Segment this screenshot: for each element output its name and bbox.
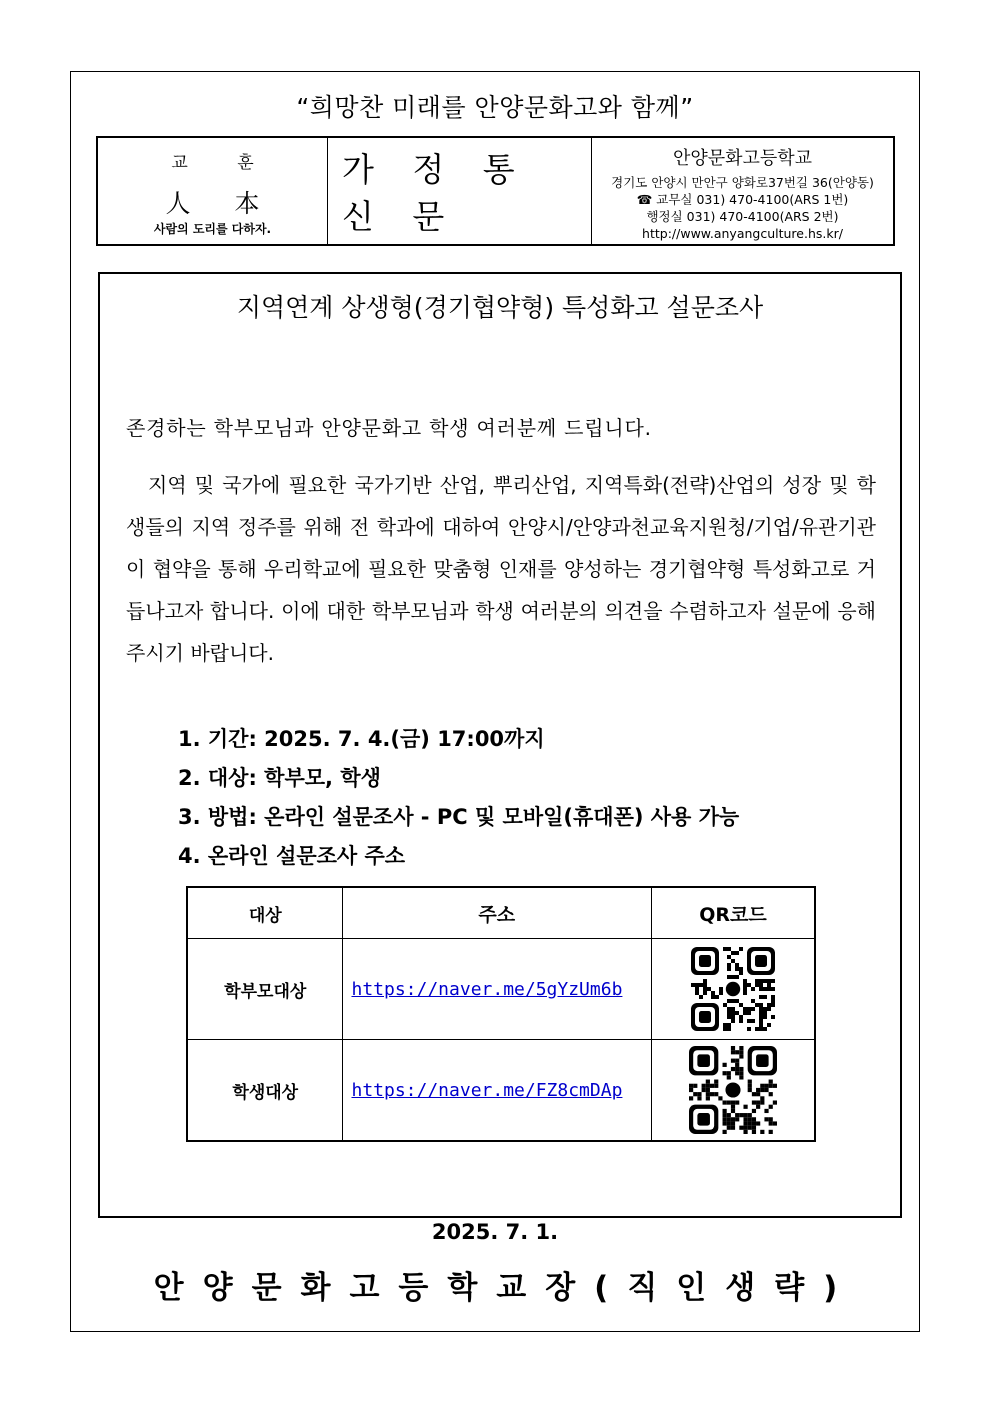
- table-row: [187, 939, 815, 1040]
- gyohun-label: 교 훈: [171, 153, 276, 173]
- list-item-target: 2. 대상: 학부모, 학생: [178, 766, 381, 790]
- gyohun-text: 人 本: [165, 189, 278, 218]
- header-qr: QR코드: [651, 887, 815, 939]
- greeting: 존경하는 학부모님과 안양문화고 학생 여러분께 드립니다.: [126, 416, 652, 440]
- survey-table: [186, 886, 816, 1142]
- parent-qr-code[interactable]: [691, 947, 775, 1031]
- issue-date: 2025. 7. 1.: [431, 1220, 559, 1244]
- survey-title: 지역연계 상생형(경기협약형) 특성화고 설문조사: [236, 293, 764, 322]
- header-address: 주소: [343, 887, 651, 939]
- row-target: 학부모대상: [187, 939, 343, 1040]
- gyohun-subtext: 사람의 도리를 다하자.: [153, 222, 272, 236]
- header-target: 대상: [187, 887, 343, 939]
- list-item-address: 4. 온라인 설문조사 주소: [178, 844, 406, 868]
- student-survey-link[interactable]: https://naver.me/FZ8cmDAp: [351, 1079, 623, 1101]
- document-title: 가 정 통 신 문: [342, 150, 529, 236]
- table-row: [187, 1040, 815, 1142]
- phone-admin: 행정실 031) 470-4100(ARS 2번): [646, 209, 839, 224]
- body-paragraph: [126, 464, 876, 674]
- document-title-cell: [328, 138, 592, 244]
- parent-survey-link[interactable]: https://naver.me/5gYzUm6b: [351, 978, 623, 1000]
- school-address: 경기도 안양시 만안구 양화로37번길 36(안양동): [611, 175, 874, 190]
- principal-signature: 안양문화고등학교장(직인생략): [153, 1270, 857, 1306]
- student-qr-code[interactable]: [689, 1046, 777, 1134]
- phone-office: ☎ 교무실 031) 470-4100(ARS 1번): [636, 192, 849, 207]
- row-target: 학생대상: [187, 1040, 343, 1142]
- content-box: [98, 272, 902, 1218]
- school-website[interactable]: http://www.anyangculture.hs.kr/: [642, 226, 843, 241]
- letterhead: [96, 136, 895, 246]
- list-item-method: 3. 방법: 온라인 설문조사 - PC 및 모바일(휴대폰) 사용 가능: [178, 805, 740, 829]
- motto: “희망찬 미래를 안양문화고와 함께”: [296, 93, 694, 122]
- body-text: 지역 및 국가에 필요한 국가기반 산업, 뿌리산업, 지역특화(전략)산업의 성장 및 학생들의 지역 정주를 위해 전 학과에 대하여 안양시/안양과천교육지원청/기업/유관기관이 협약을 통해 우리학교에 필요한 맞춤형 인재를 양성하는 경기협약형 특성화고로 거듭나고자 합니다. 이에 대한 학부모님과 학생 여러분의 의견을 수렴하고자 설문에 응해 주시기 바랍니다.: [126, 473, 876, 665]
- table-header-row: [187, 887, 815, 939]
- info-list: [178, 720, 739, 876]
- school-name: 안양문화고등학교: [672, 148, 813, 169]
- school-motto-cell: [98, 138, 328, 244]
- school-info-cell: [592, 138, 893, 244]
- list-item-period: 1. 기간: 2025. 7. 4.(금) 17:00까지: [178, 727, 545, 751]
